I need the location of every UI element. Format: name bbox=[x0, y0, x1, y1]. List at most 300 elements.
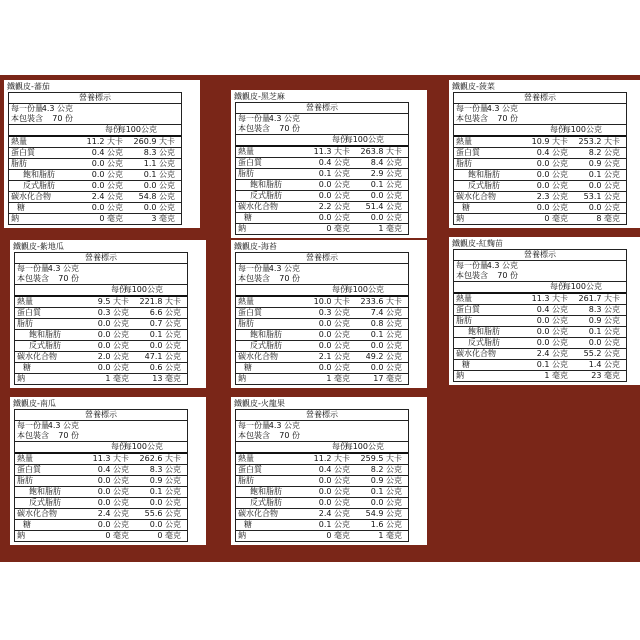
trans-fat-row bbox=[15, 341, 187, 352]
saturated-fat-row bbox=[15, 330, 187, 341]
nutrient-label: 反式脂肪 bbox=[23, 181, 55, 190]
nutrient-label: 鈉 bbox=[11, 214, 19, 223]
nutrient-label: 鈉 bbox=[238, 224, 246, 233]
nutrition-facts-table bbox=[8, 92, 182, 225]
servings-per-package-row bbox=[15, 431, 187, 442]
nutrition-facts-table bbox=[235, 252, 409, 385]
per-serving-value: 11.3 大卡 bbox=[313, 147, 350, 156]
nutrition-heading: 營養標示 bbox=[15, 410, 187, 421]
per-100g-value: 13 毫克 bbox=[152, 374, 181, 383]
trans-fat-row bbox=[9, 181, 181, 192]
per-serving-value: 0.3 公克 bbox=[318, 308, 350, 317]
per-100g-value: 0.9 公克 bbox=[588, 316, 620, 325]
product-title: 鐵觀皮-黑芝麻 bbox=[234, 92, 285, 101]
nutrient-label: 糖 bbox=[23, 363, 31, 372]
calories-row bbox=[236, 147, 408, 158]
serving-size-value: 4.3 公克 bbox=[47, 264, 79, 273]
servings-label: 本包裝含 bbox=[238, 124, 270, 133]
col-per-serving: 每份 bbox=[550, 282, 566, 291]
per-serving-value: 0 毫克 bbox=[326, 531, 350, 540]
per-100g-value: 221.8 大卡 bbox=[139, 297, 181, 306]
carbohydrate-row bbox=[236, 202, 408, 213]
saturated-fat-row bbox=[236, 180, 408, 191]
per-serving-value: 11.3 大卡 bbox=[531, 294, 568, 303]
nutrient-label: 碳水化合物 bbox=[17, 352, 57, 361]
per-100g-value: 8.3 公克 bbox=[149, 465, 181, 474]
per-serving-value: 2.0 公克 bbox=[97, 352, 129, 361]
nutrition-label-card bbox=[231, 397, 427, 545]
per-serving-value: 0.0 公克 bbox=[318, 476, 350, 485]
per-100g-value: 0.9 公克 bbox=[588, 159, 620, 168]
servings-value: 70 份 bbox=[279, 431, 300, 440]
nutrient-label: 飽和脂肪 bbox=[23, 170, 55, 179]
per-100g-value: 6.6 公克 bbox=[149, 308, 181, 317]
serving-size-value: 4.3 公克 bbox=[47, 421, 79, 430]
nutrient-label: 脂肪 bbox=[11, 159, 27, 168]
per-100g-value: 0.1 公克 bbox=[149, 487, 181, 496]
servings-per-package-row bbox=[236, 431, 408, 442]
servings-label: 本包裝含 bbox=[456, 114, 488, 123]
per-100g-value: 0.1 公克 bbox=[370, 330, 402, 339]
col-per-100g: 每100公克 bbox=[562, 282, 602, 291]
per-serving-value: 0 毫克 bbox=[105, 531, 129, 540]
nutrient-label: 蛋白質 bbox=[11, 148, 35, 157]
per-serving-value: 2.1 公克 bbox=[318, 352, 350, 361]
sodium-row bbox=[454, 371, 626, 381]
per-100g-value: 0.6 公克 bbox=[149, 363, 181, 372]
fat-row bbox=[9, 159, 181, 170]
per-serving-value: 0.0 公克 bbox=[97, 476, 129, 485]
nutrient-label: 碳水化合物 bbox=[238, 202, 278, 211]
sodium-row bbox=[9, 214, 181, 224]
serving-size-value: 4.3 公克 bbox=[268, 114, 300, 123]
per-serving-value: 0.4 公克 bbox=[91, 148, 123, 157]
trans-fat-row bbox=[236, 498, 408, 509]
calories-row bbox=[15, 454, 187, 465]
per-serving-value: 0.0 公克 bbox=[318, 487, 350, 496]
nutrition-heading: 營養標示 bbox=[236, 253, 408, 264]
per-serving-value: 9.5 大卡 bbox=[97, 297, 129, 306]
column-header-row bbox=[454, 282, 626, 294]
serving-size-label: 每一份量 bbox=[456, 104, 488, 113]
per-100g-value: 0.0 公克 bbox=[588, 181, 620, 190]
sugar-row bbox=[236, 213, 408, 224]
nutrient-label: 熱量 bbox=[17, 297, 33, 306]
nutrition-facts-table bbox=[235, 409, 409, 542]
per-serving-value: 0.0 公克 bbox=[91, 170, 123, 179]
protein-row bbox=[454, 305, 626, 316]
servings-value: 70 份 bbox=[497, 114, 518, 123]
nutrition-label-card bbox=[449, 237, 640, 385]
nutrient-label: 熱量 bbox=[238, 147, 254, 156]
per-serving-value: 0.0 公克 bbox=[536, 170, 568, 179]
sodium-row bbox=[236, 374, 408, 384]
per-100g-value: 0.0 公克 bbox=[588, 338, 620, 347]
per-serving-value: 0.1 公克 bbox=[536, 360, 568, 369]
per-100g-value: 0.1 公克 bbox=[143, 170, 175, 179]
nutrient-label: 脂肪 bbox=[456, 159, 472, 168]
per-100g-value: 0.9 公克 bbox=[370, 476, 402, 485]
per-serving-value: 2.4 公克 bbox=[536, 349, 568, 358]
per-100g-value: 0.0 公克 bbox=[143, 181, 175, 190]
per-serving-value: 0.0 公克 bbox=[97, 319, 129, 328]
per-100g-value: 260.9 大卡 bbox=[133, 137, 175, 146]
nutrient-label: 鈉 bbox=[17, 374, 25, 383]
nutrient-label: 蛋白質 bbox=[17, 308, 41, 317]
per-serving-value: 0.0 公克 bbox=[318, 330, 350, 339]
nutrient-label: 糖 bbox=[244, 520, 252, 529]
per-100g-value: 0.0 公克 bbox=[143, 203, 175, 212]
col-per-serving: 每份 bbox=[550, 125, 566, 134]
trans-fat-row bbox=[236, 191, 408, 202]
per-serving-value: 0.0 公克 bbox=[536, 203, 568, 212]
nutrient-label: 熱量 bbox=[456, 294, 472, 303]
serving-size-label: 每一份量 bbox=[456, 261, 488, 270]
per-100g-value: 0.7 公克 bbox=[149, 319, 181, 328]
per-serving-value: 2.4 公克 bbox=[91, 192, 123, 201]
per-100g-value: 54.9 公克 bbox=[365, 509, 402, 518]
fat-row bbox=[236, 476, 408, 487]
servings-value: 70 份 bbox=[52, 114, 73, 123]
nutrient-label: 脂肪 bbox=[238, 169, 254, 178]
per-100g-value: 49.2 公克 bbox=[365, 352, 402, 361]
serving-size-value: 4.3 公克 bbox=[268, 421, 300, 430]
sodium-row bbox=[454, 214, 626, 224]
serving-size-row bbox=[9, 104, 181, 114]
servings-label: 本包裝含 bbox=[17, 431, 49, 440]
nutrient-label: 鈉 bbox=[456, 371, 464, 380]
product-title: 鐵觀皮-菠菜 bbox=[452, 82, 495, 91]
per-100g-value: 8.3 公克 bbox=[143, 148, 175, 157]
per-100g-value: 0.9 公克 bbox=[149, 476, 181, 485]
nutrition-label-card bbox=[10, 397, 206, 545]
per-serving-value: 0.0 公克 bbox=[97, 498, 129, 507]
protein-row bbox=[15, 465, 187, 476]
nutrient-label: 反式脂肪 bbox=[250, 498, 282, 507]
col-per-serving: 每份 bbox=[332, 285, 348, 294]
per-serving-value: 0.0 公克 bbox=[536, 159, 568, 168]
calories-row bbox=[236, 297, 408, 308]
per-100g-value: 1 毫克 bbox=[378, 224, 402, 233]
per-serving-value: 0.4 公克 bbox=[536, 305, 568, 314]
nutrition-facts-table bbox=[14, 252, 188, 385]
servings-label: 本包裝含 bbox=[238, 431, 270, 440]
per-100g-value: 0 毫克 bbox=[157, 531, 181, 540]
per-100g-value: 0.0 公克 bbox=[370, 191, 402, 200]
per-100g-value: 53.1 公克 bbox=[583, 192, 620, 201]
nutrient-label: 反式脂肪 bbox=[250, 341, 282, 350]
nutrient-label: 蛋白質 bbox=[456, 305, 480, 314]
column-header-row bbox=[454, 125, 626, 137]
nutrient-label: 反式脂肪 bbox=[29, 341, 61, 350]
per-100g-value: 47.1 公克 bbox=[144, 352, 181, 361]
serving-size-row bbox=[236, 421, 408, 431]
serving-size-value: 4.3 公克 bbox=[41, 104, 73, 113]
per-serving-value: 0.0 公克 bbox=[97, 487, 129, 496]
product-title: 鐵觀皮-蕃茄 bbox=[7, 82, 50, 91]
serving-size-row bbox=[236, 264, 408, 274]
sodium-row bbox=[236, 531, 408, 541]
per-serving-value: 0.4 公克 bbox=[536, 148, 568, 157]
nutrient-label: 鈉 bbox=[238, 531, 246, 540]
sugar-row bbox=[454, 360, 626, 371]
trans-fat-row bbox=[15, 498, 187, 509]
fat-row bbox=[454, 316, 626, 327]
servings-per-package-row bbox=[454, 271, 626, 282]
col-per-100g: 每100公克 bbox=[344, 285, 384, 294]
per-100g-value: 8.4 公克 bbox=[370, 158, 402, 167]
per-100g-value: 17 毫克 bbox=[373, 374, 402, 383]
servings-value: 70 份 bbox=[497, 271, 518, 280]
calories-row bbox=[454, 137, 626, 148]
nutrient-label: 熱量 bbox=[456, 137, 472, 146]
nutrition-label-card bbox=[231, 90, 427, 238]
serving-size-label: 每一份量 bbox=[238, 264, 270, 273]
nutrient-label: 糖 bbox=[17, 203, 25, 212]
per-100g-value: 253.2 大卡 bbox=[578, 137, 620, 146]
nutrient-label: 糖 bbox=[244, 213, 252, 222]
per-100g-value: 1.4 公克 bbox=[588, 360, 620, 369]
product-title: 鐵觀皮-紅麴苗 bbox=[452, 239, 503, 248]
per-100g-value: 0.1 公克 bbox=[149, 330, 181, 339]
per-100g-value: 1 毫克 bbox=[378, 531, 402, 540]
nutrient-label: 熱量 bbox=[11, 137, 27, 146]
fat-row bbox=[15, 319, 187, 330]
per-100g-value: 2.9 公克 bbox=[370, 169, 402, 178]
per-serving-value: 0.0 公克 bbox=[97, 330, 129, 339]
nutrient-label: 熱量 bbox=[238, 297, 254, 306]
column-header-row bbox=[236, 135, 408, 147]
per-100g-value: 8.3 公克 bbox=[588, 305, 620, 314]
per-serving-value: 0.1 公克 bbox=[318, 169, 350, 178]
calories-row bbox=[15, 297, 187, 308]
nutrient-label: 脂肪 bbox=[238, 476, 254, 485]
serving-size-row bbox=[15, 264, 187, 274]
serving-size-label: 每一份量 bbox=[17, 421, 49, 430]
nutrient-label: 蛋白質 bbox=[238, 308, 262, 317]
nutrient-label: 蛋白質 bbox=[17, 465, 41, 474]
per-100g-value: 0.0 公克 bbox=[149, 498, 181, 507]
nutrient-label: 反式脂肪 bbox=[468, 338, 500, 347]
fat-row bbox=[236, 319, 408, 330]
nutrition-heading: 營養標示 bbox=[236, 410, 408, 421]
serving-size-label: 每一份量 bbox=[238, 421, 270, 430]
col-per-100g: 每100公克 bbox=[123, 442, 163, 451]
serving-size-value: 4.3 公克 bbox=[486, 261, 518, 270]
nutrient-label: 飽和脂肪 bbox=[29, 330, 61, 339]
saturated-fat-row bbox=[236, 330, 408, 341]
per-serving-value: 11.3 大卡 bbox=[92, 454, 129, 463]
fat-row bbox=[15, 476, 187, 487]
servings-label: 本包裝含 bbox=[11, 114, 43, 123]
nutrition-facts-table bbox=[453, 92, 627, 225]
per-serving-value: 0.4 公克 bbox=[318, 158, 350, 167]
nutrient-label: 糖 bbox=[462, 203, 470, 212]
nutrient-label: 反式脂肪 bbox=[250, 191, 282, 200]
column-header-row bbox=[15, 285, 187, 297]
calories-row bbox=[454, 294, 626, 305]
per-100g-value: 0.0 公克 bbox=[370, 363, 402, 372]
per-serving-value: 10.0 大卡 bbox=[313, 297, 350, 306]
nutrient-label: 反式脂肪 bbox=[468, 181, 500, 190]
nutrient-label: 反式脂肪 bbox=[29, 498, 61, 507]
trans-fat-row bbox=[454, 338, 626, 349]
saturated-fat-row bbox=[454, 170, 626, 181]
servings-value: 70 份 bbox=[279, 274, 300, 283]
nutrient-label: 鈉 bbox=[17, 531, 25, 540]
per-100g-value: 8.2 公克 bbox=[370, 465, 402, 474]
servings-per-package-row bbox=[236, 274, 408, 285]
product-title: 鐵觀皮-海苔 bbox=[234, 242, 277, 251]
col-per-serving: 每份 bbox=[105, 125, 121, 134]
nutrient-label: 碳水化合物 bbox=[11, 192, 51, 201]
sugar-row bbox=[236, 363, 408, 374]
saturated-fat-row bbox=[236, 487, 408, 498]
saturated-fat-row bbox=[9, 170, 181, 181]
servings-label: 本包裝含 bbox=[238, 274, 270, 283]
per-100g-value: 0.0 公克 bbox=[149, 341, 181, 350]
col-per-100g: 每100公克 bbox=[344, 135, 384, 144]
per-serving-value: 1 毫克 bbox=[544, 371, 568, 380]
nutrient-label: 熱量 bbox=[17, 454, 33, 463]
per-100g-value: 51.4 公克 bbox=[365, 202, 402, 211]
nutrient-label: 飽和脂肪 bbox=[250, 180, 282, 189]
saturated-fat-row bbox=[15, 487, 187, 498]
per-serving-value: 2.3 公克 bbox=[536, 192, 568, 201]
trans-fat-row bbox=[454, 181, 626, 192]
serving-size-row bbox=[454, 104, 626, 114]
per-serving-value: 0.0 公克 bbox=[318, 319, 350, 328]
per-serving-value: 0.0 公克 bbox=[318, 363, 350, 372]
per-serving-value: 0 毫克 bbox=[544, 214, 568, 223]
col-per-serving: 每份 bbox=[111, 285, 127, 294]
per-serving-value: 2.4 公克 bbox=[97, 509, 129, 518]
product-title: 鐵觀皮-南瓜 bbox=[13, 399, 56, 408]
sugar-row bbox=[15, 520, 187, 531]
nutrition-heading: 營養標示 bbox=[236, 103, 408, 114]
serving-size-row bbox=[15, 421, 187, 431]
per-serving-value: 0.1 公克 bbox=[318, 520, 350, 529]
per-serving-value: 0 毫克 bbox=[326, 224, 350, 233]
per-serving-value: 0.0 公克 bbox=[536, 316, 568, 325]
per-serving-value: 0.4 公克 bbox=[318, 465, 350, 474]
per-serving-value: 0.0 公克 bbox=[536, 338, 568, 347]
per-serving-value: 1 毫克 bbox=[105, 374, 129, 383]
serving-size-label: 每一份量 bbox=[11, 104, 43, 113]
nutrient-label: 糖 bbox=[244, 363, 252, 372]
per-serving-value: 11.2 大卡 bbox=[313, 454, 350, 463]
per-serving-value: 0.4 公克 bbox=[97, 465, 129, 474]
per-100g-value: 8.2 公克 bbox=[588, 148, 620, 157]
carbohydrate-row bbox=[454, 349, 626, 360]
per-100g-value: 263.8 大卡 bbox=[360, 147, 402, 156]
column-header-row bbox=[9, 125, 181, 137]
nutrient-label: 碳水化合物 bbox=[456, 192, 496, 201]
col-per-100g: 每100公克 bbox=[344, 442, 384, 451]
trans-fat-row bbox=[236, 341, 408, 352]
per-serving-value: 0.0 公克 bbox=[97, 520, 129, 529]
per-100g-value: 1.1 公克 bbox=[143, 159, 175, 168]
nutrient-label: 脂肪 bbox=[17, 319, 33, 328]
per-100g-value: 0.1 公克 bbox=[370, 180, 402, 189]
column-header-row bbox=[236, 442, 408, 454]
per-100g-value: 8 毫克 bbox=[596, 214, 620, 223]
col-per-100g: 每100公克 bbox=[562, 125, 602, 134]
servings-per-package-row bbox=[15, 274, 187, 285]
per-serving-value: 11.2 大卡 bbox=[86, 137, 123, 146]
nutrient-label: 碳水化合物 bbox=[238, 509, 278, 518]
sodium-row bbox=[15, 374, 187, 384]
per-100g-value: 0.0 公克 bbox=[588, 203, 620, 212]
per-serving-value: 0.0 公克 bbox=[91, 159, 123, 168]
per-100g-value: 0.0 公克 bbox=[370, 341, 402, 350]
nutrition-facts-table bbox=[453, 249, 627, 382]
nutrient-label: 脂肪 bbox=[17, 476, 33, 485]
product-title: 鐵觀皮-紫地瓜 bbox=[13, 242, 64, 251]
serving-size-value: 4.3 公克 bbox=[268, 264, 300, 273]
sugar-row bbox=[9, 203, 181, 214]
per-100g-value: 0.1 公克 bbox=[588, 170, 620, 179]
nutrition-label-card bbox=[4, 80, 200, 228]
nutrient-label: 脂肪 bbox=[238, 319, 254, 328]
sugar-row bbox=[236, 520, 408, 531]
product-title: 鐵觀皮-火龍果 bbox=[234, 399, 285, 408]
serving-size-value: 4.3 公克 bbox=[486, 104, 518, 113]
sugar-row bbox=[15, 363, 187, 374]
col-per-serving: 每份 bbox=[111, 442, 127, 451]
per-100g-value: 0.0 公克 bbox=[370, 498, 402, 507]
sodium-row bbox=[236, 224, 408, 234]
nutrition-label-card bbox=[449, 80, 640, 228]
nutrition-label-card bbox=[10, 240, 206, 388]
servings-value: 70 份 bbox=[279, 124, 300, 133]
carbohydrate-row bbox=[9, 192, 181, 203]
nutrient-label: 飽和脂肪 bbox=[468, 170, 500, 179]
per-100g-value: 233.6 大卡 bbox=[360, 297, 402, 306]
per-serving-value: 0.0 公克 bbox=[97, 341, 129, 350]
carbohydrate-row bbox=[454, 192, 626, 203]
per-100g-value: 0.8 公克 bbox=[370, 319, 402, 328]
nutrient-label: 蛋白質 bbox=[456, 148, 480, 157]
protein-row bbox=[454, 148, 626, 159]
per-serving-value: 0.0 公克 bbox=[318, 180, 350, 189]
per-serving-value: 2.2 公克 bbox=[318, 202, 350, 211]
carbohydrate-row bbox=[15, 352, 187, 363]
nutrient-label: 蛋白質 bbox=[238, 158, 262, 167]
per-serving-value: 0.0 公克 bbox=[97, 363, 129, 372]
per-serving-value: 0.0 公克 bbox=[318, 341, 350, 350]
per-100g-value: 0.1 公克 bbox=[588, 327, 620, 336]
servings-value: 70 份 bbox=[58, 431, 79, 440]
nutrient-label: 鈉 bbox=[456, 214, 464, 223]
per-100g-value: 0.0 公克 bbox=[149, 520, 181, 529]
nutrient-label: 鈉 bbox=[238, 374, 246, 383]
per-100g-value: 7.4 公克 bbox=[370, 308, 402, 317]
protein-row bbox=[236, 308, 408, 319]
servings-value: 70 份 bbox=[58, 274, 79, 283]
per-serving-value: 0.0 公克 bbox=[91, 203, 123, 212]
servings-per-package-row bbox=[236, 124, 408, 135]
per-serving-value: 0.0 公克 bbox=[318, 213, 350, 222]
carbohydrate-row bbox=[236, 352, 408, 363]
protein-row bbox=[15, 308, 187, 319]
nutrition-facts-table bbox=[235, 102, 409, 235]
per-100g-value: 259.5 大卡 bbox=[360, 454, 402, 463]
column-header-row bbox=[236, 285, 408, 297]
per-serving-value: 0.0 公克 bbox=[318, 498, 350, 507]
nutrient-label: 熱量 bbox=[238, 454, 254, 463]
per-serving-value: 0.0 公克 bbox=[536, 327, 568, 336]
